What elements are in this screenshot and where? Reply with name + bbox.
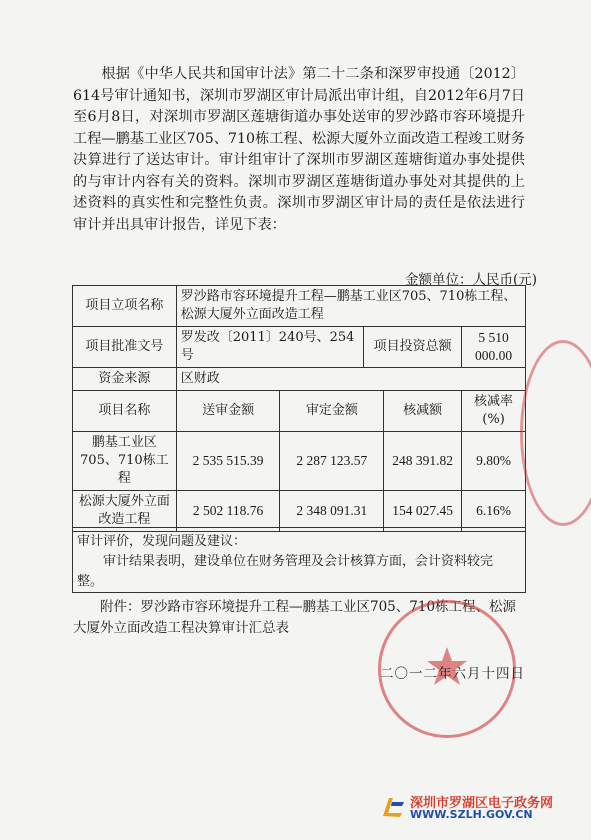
header-approved: 审定金额 [280,391,384,432]
row-approved: 2 287 123.57 [280,432,384,491]
evaluation-title: 审计评价，发现问题及建议： [77,534,247,549]
project-name-value: 罗沙路市容环境提升工程—鹏基工业区705、710栋工程、松源大厦外立面改造工程 [176,286,525,327]
investment-label: 项目投资总额 [364,327,462,368]
row-submitted: 2 535 515.39 [176,432,280,491]
project-name-row [73,286,526,327]
fund-source-label: 资金来源 [73,368,177,391]
row-submitted: 2 502 118.76 [176,491,280,532]
attachment-note: 附件：罗沙路市容环境提升工程—鹏基工业区705、710栋工程、松源大厦外立面改造工程决算审计汇总表 [73,599,517,636]
row-approved: 2 348 091.31 [280,491,384,532]
table-row [73,491,526,532]
header-project-name: 项目名称 [73,391,177,432]
row-rate: 9.80% [462,432,526,491]
evaluation-box [72,527,526,593]
table-row [73,432,526,491]
project-name-label: 项目立项名称 [73,286,177,327]
site-name: 深圳市罗湖区电子政务网 [410,796,554,811]
currency-unit-label: 金额单位：人民币(元) [404,272,537,288]
row-reduction: 154 027.45 [384,491,462,532]
site-watermark-logo [380,790,580,824]
table-header-row [73,391,526,432]
intro-text: 根据《中华人民共和国审计法》第二十二条和深罗审投通〔2012〕614号审计通知书，深圳市罗湖区审计局派出审计组，自2012年6月7日至6月8日，对深圳市罗湖区莲塘街道办事处送审的罗沙路市容环境提升工程—鹏基工业区705、710栋工程、松源大厦外立面改造工程竣工财务决算进行了送达审计。审计组审计了深圳市罗湖区莲塘街道办事处提供的与审计内容有关的资料。深圳市罗湖区莲塘街道办事处对其提供的上述资料的真实性和完整性负责。深圳市罗湖区审计局的责任是依法进行审计并出具审计报告，详见下表： [73,66,525,233]
row-rate: 6.16% [462,491,526,532]
header-rate: 核减率(%) [462,391,526,432]
fund-source-row [73,368,526,391]
header-reduction: 核减额 [384,391,462,432]
row-reduction: 248 391.82 [384,432,462,491]
investment-value: 5 510 000.00 [462,327,526,368]
audit-summary-table [72,285,526,532]
header-submitted: 送审金额 [176,391,280,432]
approval-value: 罗发改〔2011〕240号、254号 [176,327,364,368]
row-project-name: 松源大厦外立面改造工程 [73,491,177,532]
intro-paragraph [73,64,525,236]
document-date: 二〇一二年六月十四日 [380,666,525,682]
approval-label: 项目批准文号 [73,327,177,368]
fund-source-value: 区财政 [176,368,525,391]
row-project-name: 鹏基工业区705、710栋工程 [73,432,177,491]
site-url: WWW.SZLH.GOV.CN [410,808,533,821]
side-seal-stamp [520,340,591,526]
site-logo-icon [380,794,406,820]
evaluation-body: 审计结果表明，建设单位在财务管理及会计核算方面，会计资料较完整。 [77,554,494,589]
approval-row [73,327,526,368]
